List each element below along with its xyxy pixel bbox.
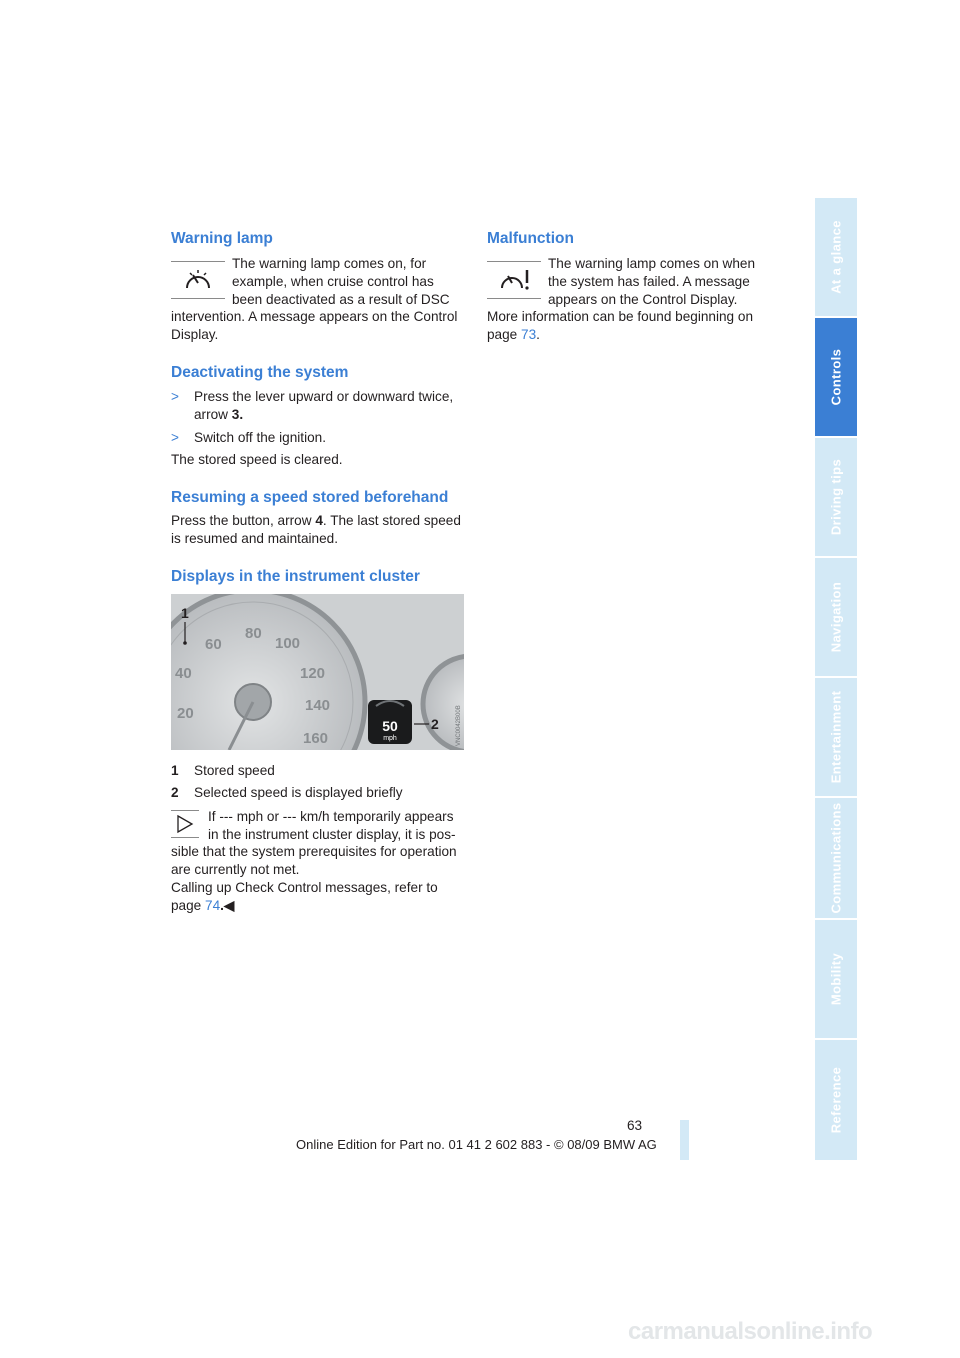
bullet-arrow-icon: > — [171, 429, 179, 445]
callout-2: 2 — [431, 715, 439, 732]
warning-lamp-line-3: been deactivated as a result of DSC — [232, 291, 450, 307]
deactivating-heading: Deactivating the system — [171, 363, 349, 381]
warning-lamp-section — [171, 228, 467, 344]
dial-number: 40 — [175, 664, 192, 682]
bullet-arrow-icon: > — [171, 388, 179, 404]
sidebar-tab-controls[interactable]: Controls — [815, 318, 857, 438]
dial-number: 120 — [300, 664, 326, 682]
instrument-cluster-image — [171, 594, 464, 750]
malfunction-paragraph — [487, 255, 783, 344]
warning-lamp-line-1: The warning lamp comes on, for — [232, 256, 427, 271]
deactivating-list — [171, 388, 467, 446]
warning-lamp-line-4: intervention. A message appears on the Control Display. — [171, 309, 458, 343]
list-item-text: Switch off the ignition. — [194, 429, 326, 445]
end-mark: .◀ — [220, 897, 235, 913]
note-line-4: Calling up Check Control messages, refer to page 74.◀ — [171, 879, 438, 913]
resuming-text: Press the button, arrow 4. The last stored speed is resumed and maintained. — [171, 513, 461, 546]
list-item — [171, 388, 467, 424]
legend-text: Selected speed is displayed briefly — [194, 784, 403, 800]
dial-number: 60 — [205, 635, 222, 653]
legend-text: Stored speed — [194, 762, 275, 778]
malfunction-line-4: More information can be found beginning on page 73. — [487, 309, 754, 343]
displays-section — [171, 566, 467, 915]
page-link-73[interactable]: 73 — [521, 327, 537, 343]
dial-number: 80 — [245, 624, 262, 642]
resuming-heading: Resuming a speed stored beforehand — [171, 489, 449, 507]
page-link-74[interactable]: 74 — [205, 897, 221, 913]
sidebar-tab-reference[interactable]: Reference — [815, 1040, 857, 1160]
resuming-section — [171, 487, 467, 548]
sidebar-tab-entertainment[interactable]: Entertainment — [815, 678, 857, 798]
right-column — [487, 228, 783, 344]
sidebar-tab-mobility[interactable]: Mobility — [815, 920, 857, 1040]
sidebar-tab-driving-tips[interactable]: Driving tips — [815, 438, 857, 558]
cruise-warning-icon — [171, 261, 225, 299]
warning-lamp-heading: Warning lamp — [171, 230, 273, 247]
callout-1: 1 — [181, 604, 189, 621]
edition-footer: Online Edition for Part no. 01 41 2 602 883 - © 08/09 BMW AG — [296, 1137, 657, 1152]
speed-unit: mph — [383, 734, 397, 742]
list-item — [171, 429, 467, 447]
chapter-sidebar — [815, 198, 857, 1160]
malfunction-heading: Malfunction — [487, 230, 574, 247]
legend-number: 1 — [171, 762, 179, 778]
callout-dot — [183, 641, 187, 645]
warning-lamp-paragraph — [171, 255, 467, 344]
speed-value: 50 — [382, 717, 398, 734]
malfunction-line-3: appears on the Control Display. — [548, 291, 738, 307]
malfunction-line-2: the system has failed. A message — [548, 273, 750, 289]
list-item — [171, 784, 467, 802]
malfunction-line-1: The warning lamp comes on when — [548, 256, 756, 271]
footer-bar — [680, 1120, 689, 1160]
sidebar-tab-navigation[interactable]: Navigation — [815, 558, 857, 678]
legend-number: 2 — [171, 784, 179, 800]
list-item-bold: 3. — [231, 406, 244, 422]
dial-number: 160 — [303, 729, 329, 747]
list-item-text: Press the lever upward or downward twice, arrow — [194, 388, 454, 422]
malfunction-section — [487, 228, 783, 344]
dial-number: 20 — [177, 704, 194, 722]
displays-heading: Displays in the instrument cluster — [171, 567, 420, 585]
dial-number: 140 — [305, 696, 331, 714]
dial-number: 100 — [275, 634, 301, 652]
sidebar-tab-communications[interactable]: Communications — [815, 798, 857, 920]
warning-lamp-line-2: example, when cruise control has — [232, 273, 434, 289]
note-triangle-icon — [171, 810, 199, 838]
deactivating-after: The stored speed is cleared. — [171, 452, 343, 468]
instrument-cluster-illustration — [171, 594, 464, 750]
note-line-2: in the instrument cluster display, it is pos- — [208, 826, 456, 842]
sidebar-tab-at-a-glance[interactable]: At a glance — [815, 198, 857, 318]
note-paragraph — [171, 808, 467, 915]
watermark: carmanualsonline.info — [628, 1318, 873, 1345]
deactivating-section — [171, 362, 467, 469]
list-item — [171, 762, 467, 780]
note-line-3: sible that the system prerequisites for operation are currently not met. — [171, 844, 457, 878]
left-column — [171, 228, 467, 915]
cruise-fault-icon — [487, 261, 541, 299]
photo-code: VNC0042B00B — [456, 705, 462, 746]
figure-legend — [171, 762, 467, 802]
note-line-1: If --- mph or --- km/h temporarily appears — [208, 808, 454, 824]
page-number: 63 — [627, 1118, 643, 1133]
